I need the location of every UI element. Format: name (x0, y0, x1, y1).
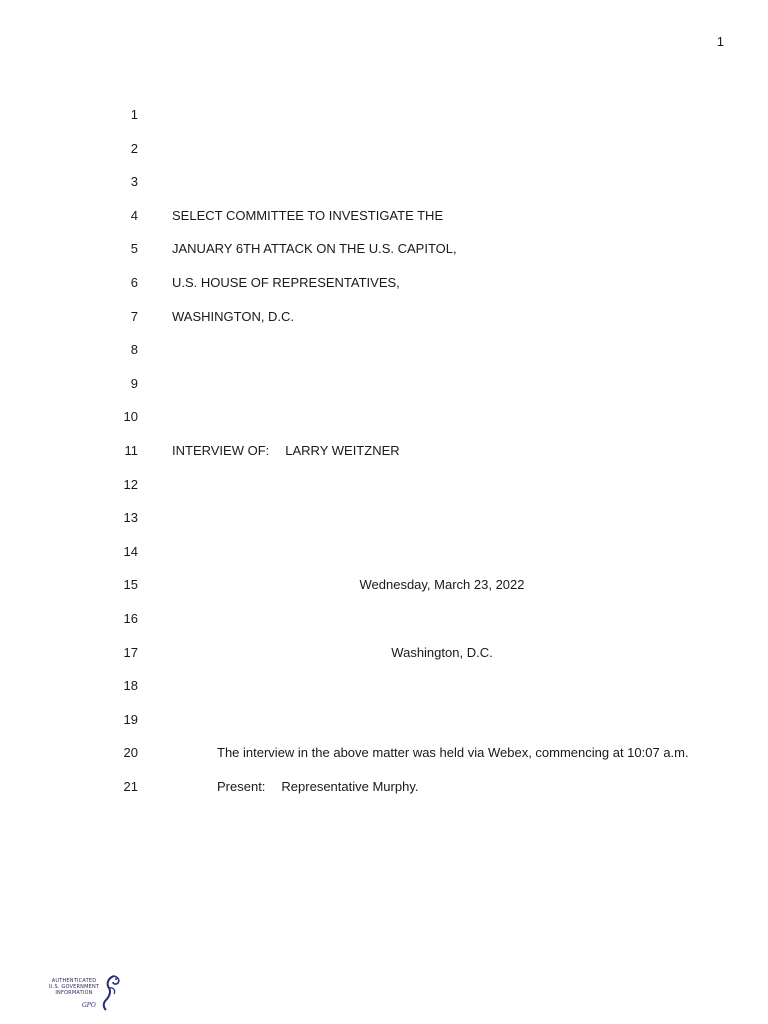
line-number: 6 (130, 275, 138, 290)
gpo-authentication-seal (44, 972, 128, 1016)
transcript-line (0, 307, 768, 327)
seal-line-1: AUTHENTICATED (51, 978, 97, 984)
page-number: 1 (716, 34, 724, 49)
line-number: 7 (130, 308, 138, 324)
line-number: 5 (130, 241, 138, 257)
line-number: 8 (130, 342, 138, 358)
line-number: 19 (123, 711, 138, 727)
line-text (217, 777, 418, 797)
line-text: Washington, D.C. (391, 644, 493, 660)
eagle-icon (100, 974, 124, 1014)
line-number: 2 (130, 140, 138, 156)
transcript-line (0, 340, 768, 360)
line-number: 21 (123, 779, 138, 794)
transcript-line (0, 374, 768, 394)
line-number: 14 (123, 543, 138, 559)
seal-gpo-mark: GPO (82, 1002, 96, 1009)
line-number: 9 (130, 375, 138, 391)
transcript-line (0, 441, 768, 461)
transcript-line (0, 475, 768, 495)
transcript-line (0, 710, 768, 730)
transcript-line (0, 575, 768, 595)
line-value: LARRY WEITZNER (285, 443, 400, 458)
line-number: 3 (130, 174, 138, 190)
line-text: JANUARY 6TH ATTACK ON THE U.S. CAPITOL, (172, 241, 457, 257)
seal-line-2: U.S. GOVERNMENT (48, 984, 100, 990)
line-value: Representative Murphy. (281, 779, 419, 794)
transcript-line (0, 542, 768, 562)
line-text: The interview in the above matter was held via Webex, commencing at 10:07 a.m. (217, 745, 689, 761)
transcript-line (0, 777, 768, 797)
line-number: 13 (123, 510, 138, 526)
line-number: 20 (123, 745, 138, 761)
transcript-line (0, 139, 768, 159)
transcript-line (0, 172, 768, 192)
transcript-line (0, 676, 768, 696)
line-text: WASHINGTON, D.C. (172, 308, 295, 324)
transcript-line (0, 239, 768, 259)
line-number: 15 (123, 577, 138, 593)
seal-text (44, 978, 104, 996)
line-number: 4 (130, 207, 138, 223)
line-text: Wednesday, March 23, 2022 (359, 577, 525, 593)
line-number: 11 (124, 443, 138, 458)
line-text: SELECT COMMITTEE TO INVESTIGATE THE (172, 207, 444, 223)
line-number: 1 (130, 107, 138, 122)
line-label: INTERVIEW OF: (172, 443, 270, 458)
line-number: 18 (123, 678, 138, 694)
transcript-line (0, 206, 768, 226)
line-text: U.S. HOUSE OF REPRESENTATIVES, (172, 275, 400, 290)
transcript-line (0, 273, 768, 293)
transcript-line (0, 508, 768, 528)
line-number: 10 (123, 409, 138, 425)
transcript-line (0, 643, 768, 663)
line-number: 17 (123, 644, 138, 660)
line-text (172, 441, 400, 461)
transcript-line (0, 609, 768, 629)
transcript-line (0, 407, 768, 427)
line-number: 16 (123, 611, 138, 626)
line-label: Present: (217, 779, 266, 794)
line-number: 12 (123, 476, 138, 492)
seal-line-3: INFORMATION (55, 990, 93, 996)
transcript-line (0, 743, 768, 763)
transcript-line (0, 105, 768, 125)
